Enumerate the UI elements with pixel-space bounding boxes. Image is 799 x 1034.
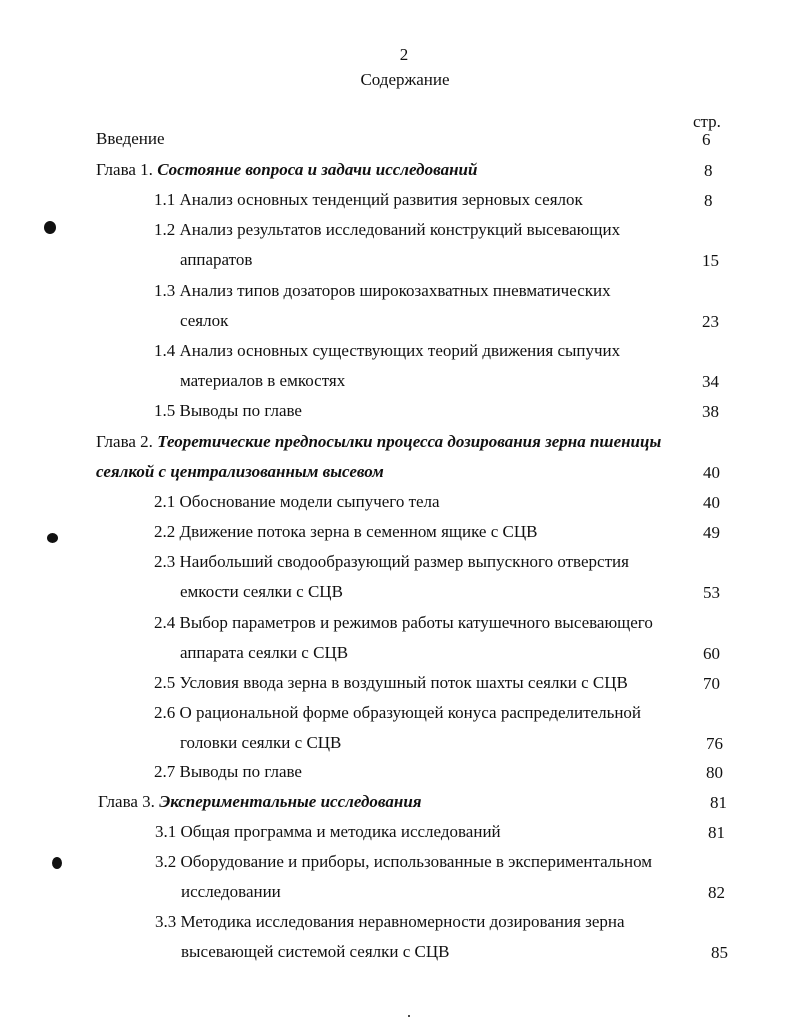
toc-page-3-2: 82 xyxy=(708,883,725,902)
toc-section-2-4[interactable]: 2.4 Выбор параметров и режимов работы катушечного высевающего xyxy=(154,613,653,632)
toc-section-1-2[interactable]: 1.2 Анализ результатов исследований конструкций высевающих xyxy=(154,220,621,239)
page-title: Содержание xyxy=(360,70,450,89)
toc-page-1-1: 8 xyxy=(704,191,713,210)
toc-page-2-7: 80 xyxy=(706,763,723,782)
toc-section-2-1[interactable]: 2.1 Обоснование модели сыпучего тела xyxy=(154,492,440,511)
toc-chapter-3[interactable] xyxy=(98,792,422,812)
toc-section-1-1[interactable]: 1.1 Анализ основных тенденций развития зерновых сеялок xyxy=(154,190,583,209)
toc-section-3-2[interactable]: 3.2 Оборудование и приборы, использованные в экспериментальном xyxy=(155,852,653,871)
toc-page-ch2: 40 xyxy=(703,463,720,482)
scan-blot xyxy=(52,857,62,869)
toc-page-ch3: 81 xyxy=(710,793,727,812)
scan-blot xyxy=(47,533,58,543)
toc-section-3-1[interactable]: 3.1 Общая программа и методика исследований xyxy=(155,822,501,841)
toc-page-intro: 6 xyxy=(702,130,711,149)
toc-page-ch1: 8 xyxy=(704,161,713,180)
toc-section-2-2[interactable]: 2.2 Движение потока зерна в семенном ящике с СЦВ xyxy=(154,522,538,541)
chapter-1-title: Состояние вопроса и задачи исследований xyxy=(157,160,478,179)
toc-section-1-2-cont[interactable]: аппаратов xyxy=(180,250,253,269)
toc-section-2-7[interactable]: 2.7 Выводы по главе xyxy=(154,762,302,781)
chapter-1-prefix: Глава 1. xyxy=(96,160,158,179)
toc-page-1-5: 38 xyxy=(702,402,719,421)
toc-page-2-3: 53 xyxy=(703,583,720,602)
toc-section-3-3[interactable]: 3.3 Методика исследования неравномерности дозирования зерна xyxy=(155,912,625,931)
toc-page-1-3: 23 xyxy=(702,312,719,331)
toc-chapter-1[interactable] xyxy=(96,160,477,180)
toc-section-2-4-cont[interactable]: аппарата сеялки с СЦВ xyxy=(180,643,349,662)
toc-page-1-4: 34 xyxy=(702,372,719,391)
toc-page-2-6: 76 xyxy=(706,734,723,753)
toc-section-3-2-cont[interactable]: исследовании xyxy=(181,882,281,901)
scan-blot xyxy=(44,221,56,234)
toc-page-2-1: 40 xyxy=(703,493,720,512)
chapter-2-title-cont: сеялкой с централизованным высевом xyxy=(96,462,384,481)
chapter-3-prefix: Глава 3. xyxy=(98,792,160,811)
toc-section-1-3-cont[interactable]: сеялок xyxy=(180,311,229,330)
toc-chapter-2-cont[interactable] xyxy=(96,462,384,482)
page-column-header: стр. xyxy=(693,112,721,131)
toc-page-3-1: 81 xyxy=(708,823,725,842)
toc-page-3-3: 85 xyxy=(711,943,728,962)
chapter-2-title: Теоретические предпосылки процесса дозирования зерна пшеницы xyxy=(157,432,662,451)
toc-page-1-2: 15 xyxy=(702,251,719,270)
toc-section-2-5[interactable]: 2.5 Условия ввода зерна в воздушный поток шахты сеялки с СЦВ xyxy=(154,673,628,692)
toc-section-2-6[interactable]: 2.6 О рациональной форме образующей конуса распределительной xyxy=(154,703,642,722)
page-number: 2 xyxy=(399,45,409,64)
toc-section-1-5[interactable]: 1.5 Выводы по главе xyxy=(154,401,302,420)
toc-section-3-3-cont[interactable]: высевающей системой сеялки с СЦВ xyxy=(181,942,450,961)
chapter-3-title: Экспериментальные исследования xyxy=(159,792,422,811)
toc-page-2-2: 49 xyxy=(703,523,720,542)
toc-section-1-4[interactable]: 1.4 Анализ основных существующих теорий движения сыпучих xyxy=(154,341,621,360)
toc-section-2-3-cont[interactable]: емкости сеялки с СЦВ xyxy=(180,582,343,601)
chapter-2-prefix: Глава 2. xyxy=(96,432,158,451)
toc-page-2-5: 70 xyxy=(703,674,720,693)
toc-section-2-6-cont[interactable]: головки сеялки с СЦВ xyxy=(180,733,342,752)
toc-section-1-3[interactable]: 1.3 Анализ типов дозаторов широкозахватных пневматических xyxy=(154,281,611,300)
toc-entry-intro[interactable]: Введение xyxy=(96,129,165,148)
toc-section-2-3[interactable]: 2.3 Наибольший сводообразующий размер выпускного отверстия xyxy=(154,552,629,571)
toc-chapter-2[interactable] xyxy=(96,432,661,452)
scan-dot xyxy=(408,1015,410,1017)
toc-section-1-4-cont[interactable]: материалов в емкостях xyxy=(180,371,346,390)
toc-page-2-4: 60 xyxy=(703,644,720,663)
